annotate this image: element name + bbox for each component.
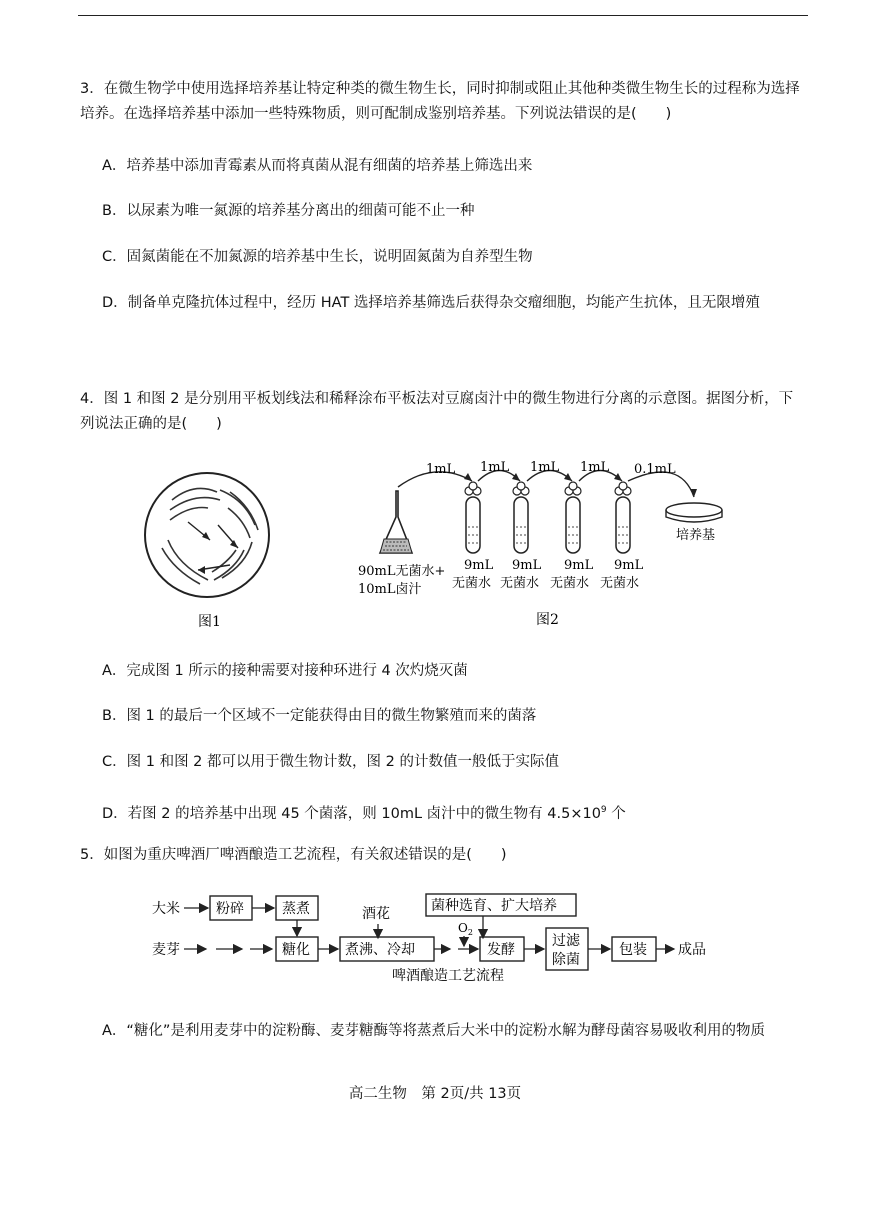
hops-label: 酒花 [362,906,390,922]
product-label: 成品 [678,942,706,958]
transfer-label-5: 0.1mL [634,462,676,477]
tube-4-volume: 9mL [614,558,644,573]
ferment-box: 发酵 [487,942,515,958]
transfer-label-4: 1mL [580,460,610,475]
q3-option-c: C．固氮菌能在不加氮源的培养基中生长，说明固氮菌为自养型生物 [102,249,533,265]
figure-2-serial-dilution [350,455,740,635]
package-box: 包装 [619,942,647,958]
oxygen-symbol: O [458,921,468,935]
q4-stem: 4．图 1 和图 2 是分别用平板划线法和稀释涂布平板法对豆腐卤汁中的微生物进行分离的示意图。据图分析，下列说法正确的是( ) [80,391,794,432]
brewing-flowchart [148,888,728,988]
crush-box: 粉碎 [216,901,244,917]
saccharify-box: 糖化 [282,942,310,958]
transfer-label-2: 1mL [480,460,510,475]
filter-box-line-2: 除菌 [552,952,580,968]
tube-1-medium: 无菌水 [452,576,492,591]
steam-box: 蒸煮 [282,901,310,917]
q5-option-a: A．“糖化”是利用麦芽中的淀粉酶、麦芽糖酶等将蒸煮后大米中的淀粉水解为酵母菌容易吸收利用的物质 [102,1023,765,1039]
q3-option-b: B．以尿素为唯一氮源的培养基分离出的细菌可能不止一种 [102,203,475,219]
flask-label-1: 90mL无菌水+ [358,564,446,579]
flowchart-caption: 啤酒酿造工艺流程 [392,968,504,984]
figure-2-caption: 图2 [536,612,559,628]
transfer-label-1: 1mL [426,462,456,477]
strain-box: 菌种选育、扩大培养 [431,898,557,914]
tube-4-medium: 无菌水 [600,576,640,591]
figure-1-caption: 图1 [198,614,221,630]
rice-label: 大米 [152,901,180,917]
header-rule [78,15,808,16]
q4-option-c: C．图 1 和图 2 都可以用于微生物计数，图 2 的计数值一般低于实际值 [102,754,559,770]
q4-option-d-exponent: 9 [600,805,607,815]
q3-stem: 3．在微生物学中使用选择培养基让特定种类的微生物生长，同时抑制或阻止其他种类微生物生长的过程称为选择培养。在选择培养基中添加一些特殊物质，则可配制成鉴别培养基。下列说法错误的是( ) [80,81,800,122]
flask-label-2: 10mL卤汁 [358,582,422,597]
q4-option-b: B．图 1 的最后一个区域不一定能获得由目的微生物繁殖而来的菌落 [102,708,537,724]
q4-option-a: A．完成图 1 所示的接种需要对接种环进行 4 次灼烧灭菌 [102,663,468,679]
q5-stem: 5．如图为重庆啤酒厂啤酒酿造工艺流程，有关叙述错误的是( ) [80,847,507,863]
tube-3-medium: 无菌水 [550,576,590,591]
oxygen-label [458,921,473,937]
page-footer: 高二生物 第 2页/共 13页 [348,1086,522,1102]
q4-option-d-unit: 个 [606,805,626,822]
tube-3-volume: 9mL [564,558,594,573]
plate-label: 培养基 [676,528,716,543]
malt-label: 麦芽 [152,942,180,958]
boil-cool-box: 煮沸、冷却 [345,942,415,958]
filter-box-line-1: 过滤 [552,933,580,949]
tube-2-medium: 无菌水 [500,576,540,591]
tube-1-volume: 9mL [464,558,494,573]
transfer-label-3: 1mL [530,460,560,475]
tube-2-volume: 9mL [512,558,542,573]
q3-option-a: A．培养基中添加青霉素从而将真菌从混有细菌的培养基上筛选出来 [102,158,533,174]
oxygen-subscript: 2 [467,928,473,937]
figure-1-streak-plate [140,470,290,635]
q3-option-d: D．制备单克隆抗体过程中，经历 HAT 选择培养基筛选后获得杂交瘤细胞，均能产生抗体，且无限增殖 [102,295,760,311]
q4-option-d [102,798,807,827]
q4-option-d-text: D．若图 2 的培养基中出现 45 个菌落，则 10mL 卤汁中的微生物有 4.5×10 [102,805,601,822]
